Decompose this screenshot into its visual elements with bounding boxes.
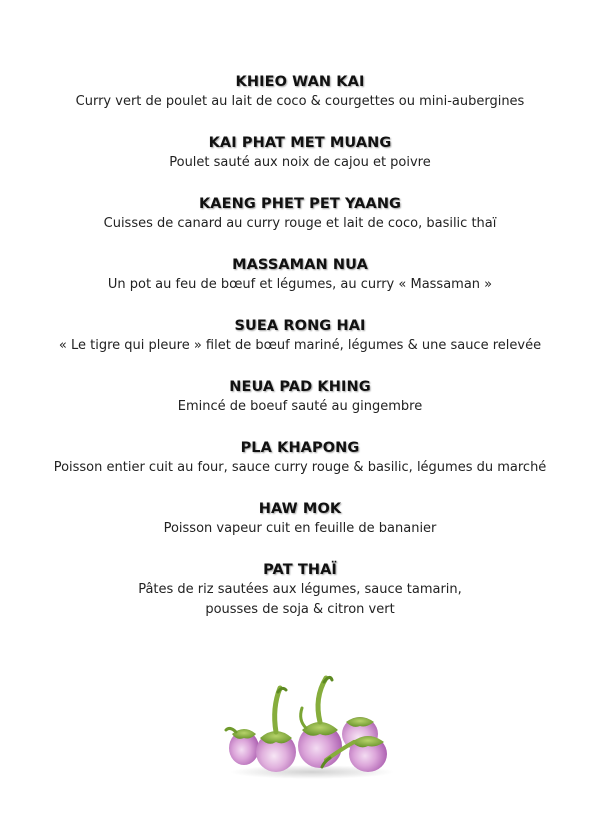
menu-item xyxy=(0,438,600,478)
thai-eggplants-icon xyxy=(222,668,398,780)
dish-description: Poulet sauté aux noix de cajou et poivre xyxy=(169,155,431,170)
dish-description: Poisson vapeur cuit en feuille de bananier xyxy=(163,521,437,536)
dish-name: KAENG PHET PET YAANG xyxy=(198,196,402,212)
dish-name: NEUA PAD KHING xyxy=(229,379,371,395)
menu-item xyxy=(0,316,600,356)
dish-description: Poisson entier cuit au four, sauce curry rouge & basilic, légumes du marché xyxy=(53,460,547,475)
menu-item xyxy=(0,499,600,539)
dish-description: Curry vert de poulet au lait de coco & courgettes ou mini-aubergines xyxy=(75,94,525,109)
dish-name: PAT THAÏ xyxy=(263,562,337,578)
dish-name: KHIEO WAN KAI xyxy=(235,74,365,90)
menu-item xyxy=(0,377,600,417)
menu-item xyxy=(0,560,600,620)
dish-name: SUEA RONG HAI xyxy=(234,318,366,334)
dish-description: Pâtes de riz sautées aux légumes, sauce tamarin, pousses de soja & citron vert xyxy=(138,582,462,617)
menu-item xyxy=(0,194,600,234)
dish-name: PLA KHAPONG xyxy=(240,440,360,456)
dish-description: Un pot au feu de bœuf et légumes, au curry « Massaman » xyxy=(107,277,493,292)
dish-description: Emincé de boeuf sauté au gingembre xyxy=(177,399,423,414)
dish-name: KAI PHAT MET MUANG xyxy=(208,135,392,151)
menu-list xyxy=(0,72,600,641)
dish-name: HAW MOK xyxy=(258,501,342,517)
dish-description: « Le tigre qui pleure » filet de bœuf mariné, légumes & une sauce relevée xyxy=(58,338,542,353)
dish-name: MASSAMAN NUA xyxy=(232,257,368,273)
menu-item xyxy=(0,72,600,112)
menu-item xyxy=(0,133,600,173)
dish-description: Cuisses de canard au curry rouge et lait de coco, basilic thaï xyxy=(103,216,497,231)
menu-item xyxy=(0,255,600,295)
